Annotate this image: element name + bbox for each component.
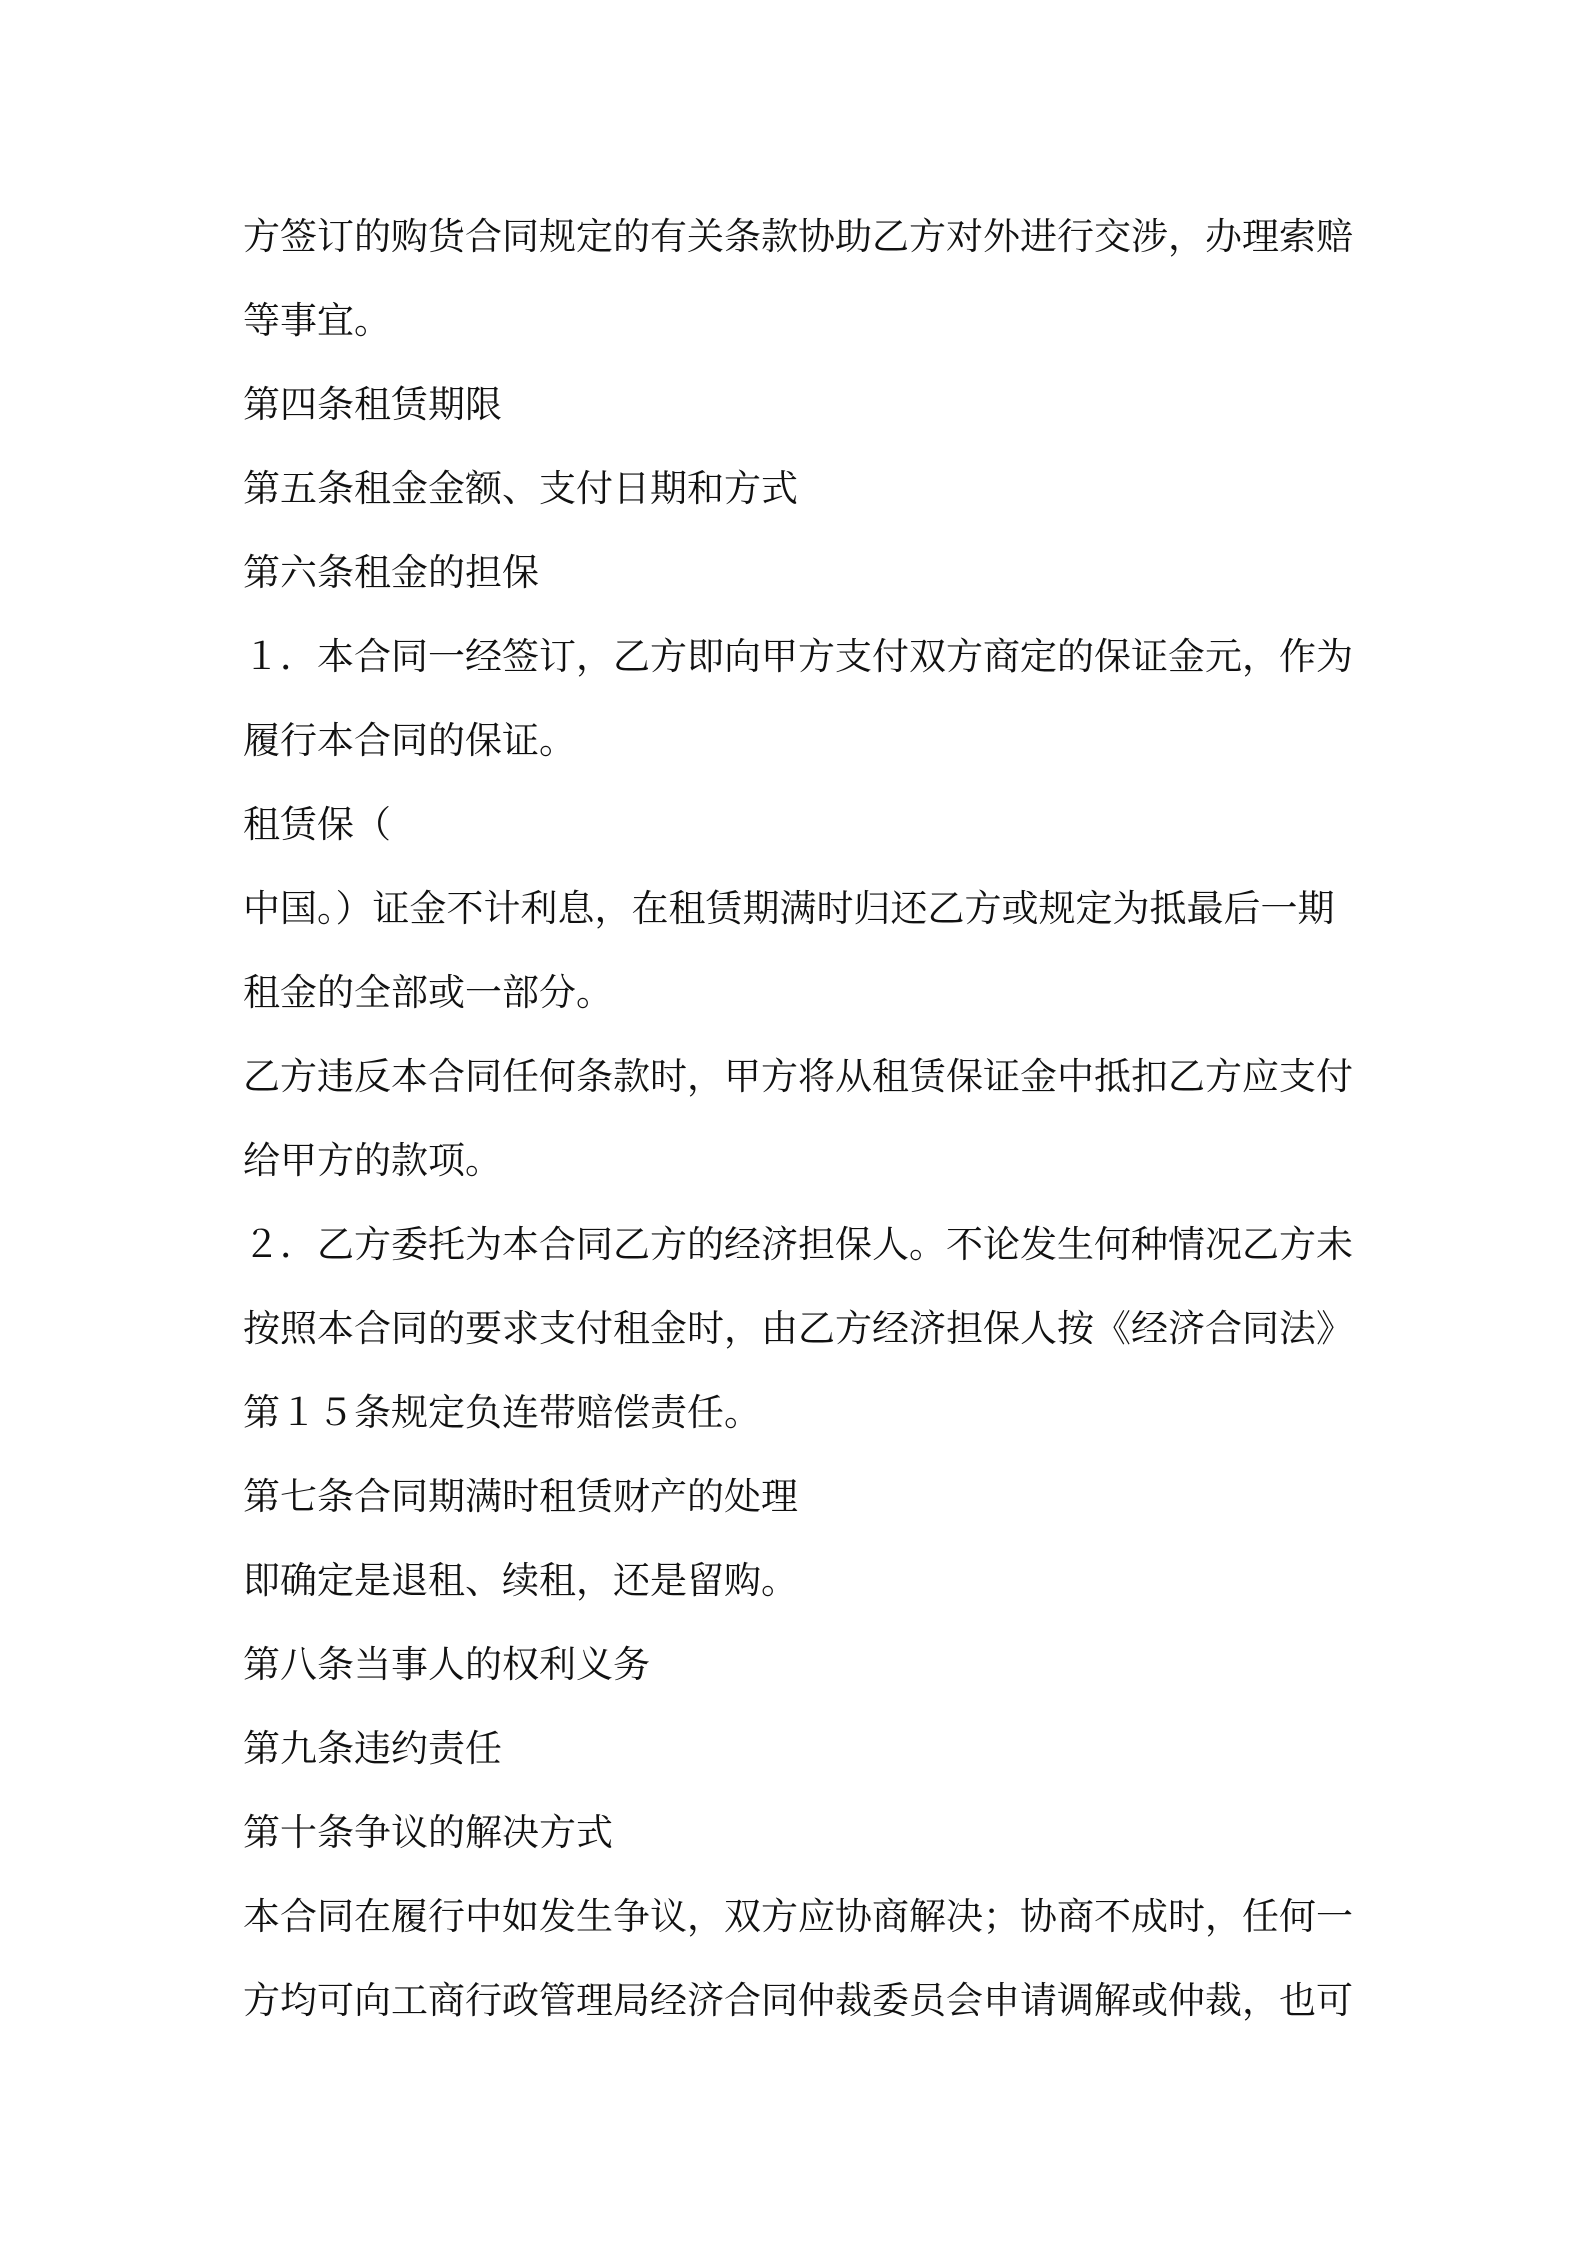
text-line: ２．乙方委托为本合同乙方的经济担保人。不论发生何种情况乙方未 [243, 1223, 1353, 1266]
text-line: 中国。）证金不计利息，在租赁期满时归还乙方或规定为抵最后一期 [243, 887, 1335, 930]
article-heading: 第十条争议的解决方式 [243, 1811, 613, 1854]
article-heading: 第六条租金的担保 [243, 551, 539, 594]
text-line: 方签订的购货合同规定的有关条款协助乙方对外进行交涉，办理索赔 [243, 215, 1353, 258]
text-line: 等事宜。 [243, 299, 391, 342]
text-line: 本合同在履行中如发生争议，双方应协商解决；协商不成时，任何一 [243, 1895, 1353, 1938]
article-heading: 第五条租金金额、支付日期和方式 [243, 467, 798, 510]
text-line: 乙方违反本合同任何条款时，甲方将从租赁保证金中抵扣乙方应支付 [243, 1055, 1353, 1098]
article-heading: 第七条合同期满时租赁财产的处理 [243, 1475, 798, 1518]
text-line: １．本合同一经签订，乙方即向甲方支付双方商定的保证金元，作为 [243, 635, 1353, 678]
article-heading: 第八条当事人的权利义务 [243, 1643, 650, 1686]
document-body [243, 195, 1363, 2043]
text-line: 第１５条规定负连带赔偿责任。 [243, 1391, 761, 1434]
article-heading: 第九条违约责任 [243, 1727, 502, 1770]
text-line: 按照本合同的要求支付租金时，由乙方经济担保人按《经济合同法》 [243, 1307, 1353, 1350]
text-line: 履行本合同的保证。 [243, 719, 576, 762]
article-heading: 第四条租赁期限 [243, 383, 502, 426]
text-line: 租金的全部或一部分。 [243, 971, 613, 1014]
text-line: 即确定是退租、续租，还是留购。 [243, 1559, 798, 1602]
text-line: 给甲方的款项。 [243, 1139, 502, 1182]
text-line: 租赁保（ [243, 803, 391, 846]
text-line: 方均可向工商行政管理局经济合同仲裁委员会申请调解或仲裁，也可 [243, 1979, 1353, 2022]
